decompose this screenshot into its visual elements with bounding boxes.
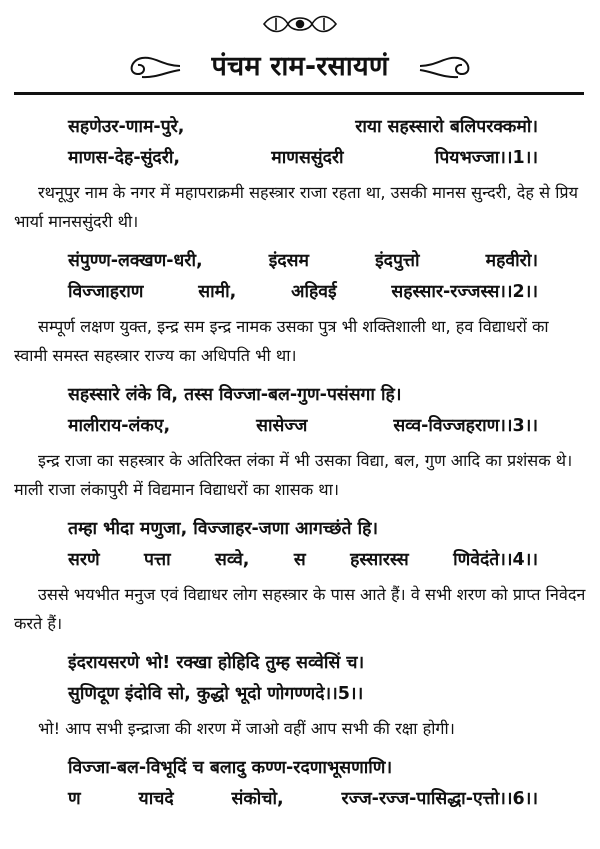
- verse-segment: राया सहस्सारो बलिपरक्कमो।: [355, 117, 538, 137]
- verse-block: [68, 112, 586, 174]
- verse-segment: इंदरायसरणे भो! रक्खा होहिदि तुम्ह सव्वेसिं च।: [68, 653, 365, 673]
- verse-segment: संकोचो,: [231, 789, 284, 809]
- verse-segment: सहणेउर-णाम-पुरे,: [68, 117, 185, 137]
- verse-line: [68, 143, 538, 174]
- verse-line: [68, 112, 538, 143]
- chapter-title: पंचम राम-रसायणं: [211, 51, 389, 82]
- verse-segment: विज्जाहराण: [68, 282, 144, 302]
- right-flourish-icon: [418, 52, 480, 80]
- verse-segment: सरणे: [68, 550, 100, 570]
- verse-line: [68, 246, 538, 277]
- verse-segment: सहस्सारे लंके वि, तस्स विज्जा-बल-गुण-पसंसगा हि।: [68, 385, 402, 405]
- verse-segment: पत्ता: [144, 550, 171, 570]
- verse-segment: विज्जा-बल-विभूदिं च बलादु कण्ण-रदणाभूसणाणि।: [68, 758, 393, 778]
- verse-segment: मालीराय-लंकए,: [68, 416, 171, 436]
- verse-segment: सहस्सार-रज्जस्स।।2।।: [391, 282, 538, 302]
- verse-block: [68, 753, 586, 815]
- verse-line: [68, 784, 538, 815]
- verse-segment: अहिवई: [291, 282, 337, 302]
- verse-line: [68, 545, 538, 576]
- verse-segment: इंदसम: [268, 251, 309, 271]
- verse-line: [68, 277, 538, 308]
- verse-segment: ण: [68, 789, 81, 809]
- verse-segment: सव्व-विज्जहराण।।3।।: [393, 416, 538, 436]
- verse-segment: सामी,: [198, 282, 237, 302]
- verse-segment: रज्ज-रज्ज-पासिद्धा-एत्तो।।6।।: [341, 789, 538, 809]
- verse-segment: सासेज्ज: [256, 416, 308, 436]
- page-content: [0, 112, 600, 815]
- verse-segment: इंदपुत्तो: [375, 251, 420, 271]
- prose-paragraph: भो! आप सभी इन्द्राजा की शरण में जाओ वहीं आप सभी की रक्षा होगी।: [38, 719, 455, 738]
- verse-line: [68, 411, 538, 442]
- verse-segment: महवीरो।: [485, 251, 538, 271]
- top-ornament-icon: [262, 10, 338, 38]
- verse-segment: पियभज्जा।।1।।: [434, 148, 538, 168]
- verse-block: [68, 380, 586, 442]
- verse-line: [68, 648, 586, 679]
- verse-segment: संपुण्ण-लक्खण-धरी,: [68, 251, 203, 271]
- title-row: [0, 44, 600, 90]
- verse-block: [68, 648, 586, 710]
- verse-line: [68, 753, 586, 784]
- prose-paragraph: रथनूपुर नाम के नगर में महापराक्रमी सहस्त्रार राजा रहता था, उसकी मानस सुन्दरी, देह से प्रिय भार्या मानससुंदरी थी।: [14, 183, 578, 231]
- verse-segment: माणससुंदरी: [271, 148, 344, 168]
- verse-segment: सव्वे,: [215, 550, 250, 570]
- verse-line: [68, 380, 586, 411]
- verse-segment: सुणिदूण इंदोवि सो, कुद्धो भूदो णोगण्णदे।।5।।: [68, 684, 364, 704]
- prose-paragraph: उससे भयभीत मनुज एवं विद्याधर लोग सहस्त्रार के पास आते हैं। वे सभी शरण को प्राप्त निवेदन करते हैं।: [14, 585, 586, 633]
- prose-paragraph: सम्पूर्ण लक्षण युक्त, इन्द्र सम इन्द्र नामक उसका पुत्र भी शक्तिशाली था, हव विद्याधरों का स्वामी समस्त सहस्त्रार राज्य का अधिपति भी था।: [14, 317, 549, 365]
- verse-segment: स: [293, 550, 306, 570]
- verse-block: [68, 246, 586, 308]
- verse-segment: याचदे: [138, 789, 174, 809]
- prose-paragraph: इन्द्र राजा का सहस्त्रार के अतिरिक्त लंका में भी उसका विद्या, बल, गुण आदि का प्रशंसक थे। माली राजा लंकापुरी में विद्यमान विद्याधरों का शासक था।: [14, 451, 573, 499]
- verse-line: [68, 679, 586, 710]
- title-underline: [14, 92, 584, 95]
- verse-segment: णिवेदंते।।4।।: [453, 550, 538, 570]
- verse-block: [68, 514, 586, 576]
- verse-segment: माणस-देह-सुंदरी,: [68, 148, 181, 168]
- verse-segment: तम्हा भीदा मणुजा, विज्जाहर-जणा आगच्छंते हि।: [68, 519, 379, 539]
- verse-line: [68, 514, 586, 545]
- verse-segment: हस्सारस्स: [350, 550, 409, 570]
